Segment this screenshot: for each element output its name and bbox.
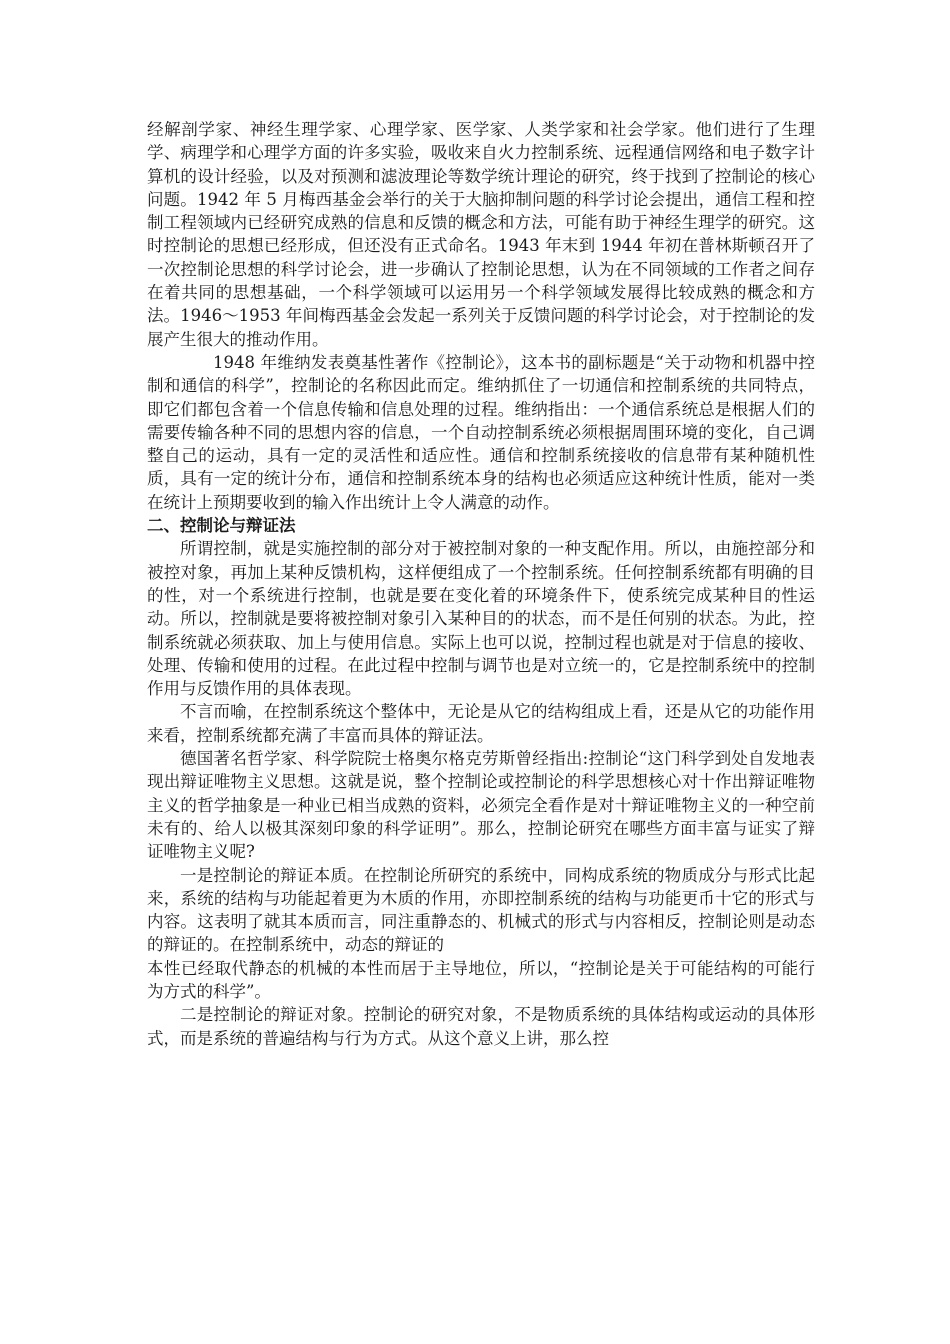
paragraph-dialectical-essence: 一是控制论的辩证本质。在控制论所研究的系统中，同构成系统的物质成分与形式比起来，系统的结构与功能起着更为木质的作用，亦即控制系统的结构与功能更币十它的形式与内容。这表明了就其本质而言，同注重静态的、机械式的形式与内容相反，控制论则是动态的辩证的。在控制系统中，动态的辩证的 — [147, 865, 815, 955]
paragraph-wiener-cybernetics: 1948 年维纳发表奠基性著作《控制论》，这本书的副标题是“关于动物和机器中控制和通信的科学”，控制论的名称因此而定。维纳抓住了一切通信和控制系统的共同特点，即它们都包含着一个信息传输和信息处理的过程。维纳指出：一个通信系统总是根据人们的需要传输各种不同的思想内容的信息，一个自动控制系统必须根据周围环境的变化，自己调整自己的运动，具有一定的灵活性和适应性。通信和控制系统接收的信息带有某种随机性质，具有一定的统计分布，通信和控制系统本身的结构也必须适应这种统计性质，能对一类在统计上预期要收到的输入作出统计上令人满意的动作。 — [147, 352, 815, 512]
paragraph-control-definition: 所谓控制，就是实施控制的部分对于被控制对象的一种支配作用。所以，由施控部分和被控对象，再加上某种反馈机构，这样便组成了一个控制系统。任何控制系统都有明确的目的性，对一个系统进行控制，也就是要在变化着的环境条件下，使系统完成某种目的性运动。所以，控制就是要将被控制对象引入某种目的的状态，而不是任何别的状态。为此，控制系统就必须获取、加上与使用信息。实际上也可以说，控制过程也就是对于信息的接收、处理、传输和使用的过程。在此过程中控制与调节也是对立统一的，它是控制系统中的控制作用与反馈作用的具体表现。 — [147, 539, 815, 699]
paragraph-dialectical-object: 二是控制论的辩证对象。控制论的研究对象，不是物质系统的具体结构或运动的具体形式，而是系统的普遍结构与行为方式。从这个意义上讲，那么控 — [147, 1005, 815, 1048]
paragraph-meixi-foundation: 经解剖学家、神经生理学家、心理学家、医学家、人类学家和社会学家。他们进行了生理学、病理学和心理学方面的许多实验，吸收来自火力控制系统、远程通信网络和电子数字计算机的设计经验，以及对预测和滤波理论等数学统计理论的研究，终于找到了控制论的核心问题。1942 年 5 月梅西基金会举行的关于大脑抑制问题的科学讨论会提出，通信工程和控制工程领域内已经研究成熟的信息和反馈的概念和方法，可能有助于神经生理学的研究。这时控制论的思想已经形成，但还没有正式命名。1943 年末到 1944 年初在普林斯顿召开了一次控制论思想的科学讨论会，进一步确认了控制论思想，认为在不同领域的工作者之间存在着共同的思想基础，一个科学领域可以运用另一个科学领域发展得比较成熟的概念和方法。1946～1953 年间梅西基金会发起一系列关于反馈问题的科学讨论会，对于控制论的发展产生很大的推动作用。 — [147, 120, 815, 349]
paragraph-dialectical-essence-continued: 本性已经取代静态的机械的本性而居于主导地位，所以，“控制论是关于可能结构的可能行为方式的科学”。 — [147, 958, 815, 1001]
paragraph-dialectics-summary: 不言而喻，在控制系统这个整体中，无论是从它的结构组成上看，还是从它的功能作用来看，控制系统都充满了丰富而具体的辩证法。 — [147, 702, 815, 745]
document-body — [147, 118, 815, 1050]
paragraph-klaus-quote: 德国著名哲学家、科学院院士格奥尔格克劳斯曾经指出:控制论“这门科学到处自发地表现出辩证唯物主义思想。这就是说，整个控制论或控制论的科学思想核心对十作出辩证唯物主义的哲学抽象是一种业已相当成熟的资料，必须完全看作是对十辩证唯物主义的一种空前未有的、给人以极其深刻印象的科学证明”。那么，控制论研究在哪些方面丰富与证实了辩证唯物主义呢? — [147, 749, 815, 862]
section-heading: 二、控制论与辩证法 — [147, 516, 296, 536]
